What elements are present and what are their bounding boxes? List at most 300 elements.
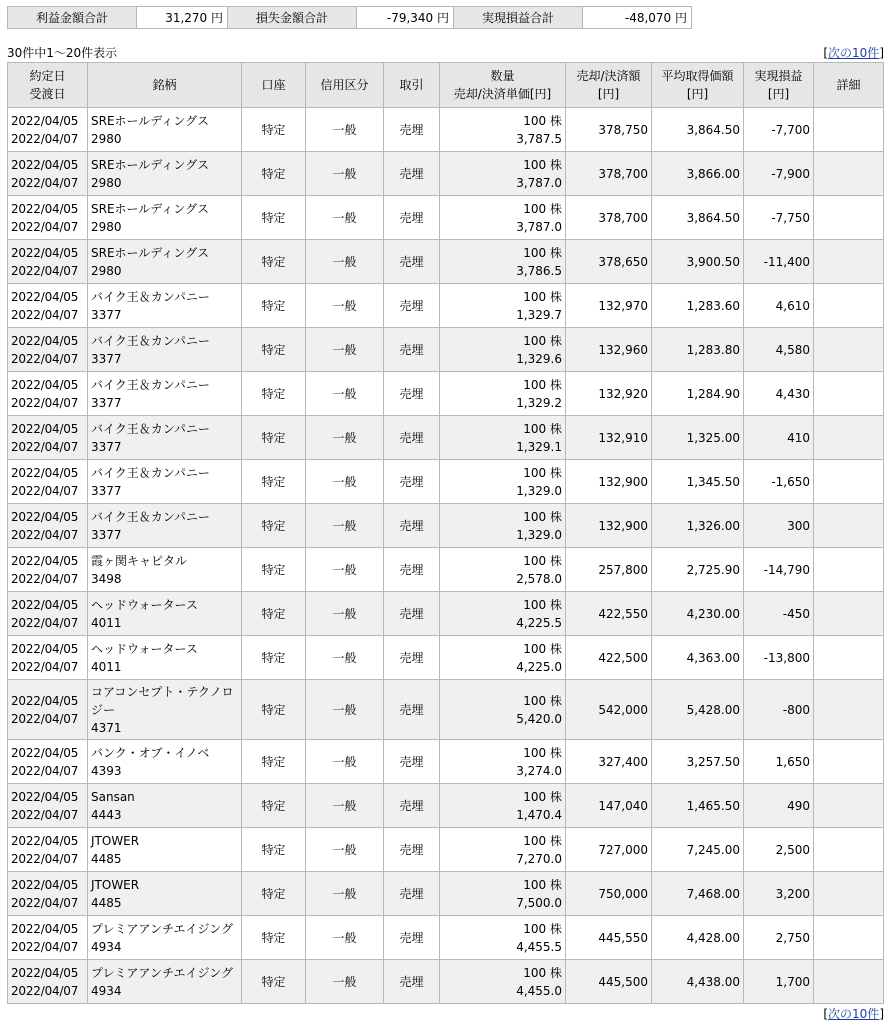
pl-cell: 4,580 xyxy=(744,328,814,372)
summary-table xyxy=(7,6,692,29)
trade-dates xyxy=(8,636,88,680)
qty-cell xyxy=(440,108,566,152)
next-page-link-bottom[interactable]: 次の10件 xyxy=(828,1007,880,1021)
pl-cell: -800 xyxy=(744,680,814,740)
detail-cell xyxy=(814,416,884,460)
quantity: 100 株 xyxy=(523,745,562,760)
quantity: 100 株 xyxy=(523,113,562,128)
stock-code: 4371 xyxy=(91,720,122,735)
detail-cell xyxy=(814,960,884,1004)
trade-date: 2022/04/05 xyxy=(11,333,79,348)
unit-price: 1,329.6 xyxy=(516,351,562,366)
table-row xyxy=(8,284,884,328)
unit-price: 2,578.0 xyxy=(516,571,562,586)
pl-cell: -7,750 xyxy=(744,196,814,240)
next-page-top: [次の10件] xyxy=(823,46,884,60)
stock-cell xyxy=(88,240,242,284)
quantity: 100 株 xyxy=(523,201,562,216)
realized-total-value: -48,070 円 xyxy=(583,7,692,29)
table-row xyxy=(8,592,884,636)
trade-dates xyxy=(8,240,88,284)
avgcost-cell: 1,326.00 xyxy=(652,504,744,548)
amount-cell: 750,000 xyxy=(566,872,652,916)
stock-code: 4443 xyxy=(91,807,122,822)
amount-cell: 422,550 xyxy=(566,592,652,636)
pl-cell: 4,610 xyxy=(744,284,814,328)
trade-dates xyxy=(8,548,88,592)
stock-cell xyxy=(88,916,242,960)
settle-date: 2022/04/07 xyxy=(11,807,79,822)
trade-dates xyxy=(8,680,88,740)
pl-cell: 410 xyxy=(744,416,814,460)
detail-cell xyxy=(814,372,884,416)
avgcost-cell: 1,345.50 xyxy=(652,460,744,504)
trade-dates xyxy=(8,108,88,152)
quantity: 100 株 xyxy=(523,157,562,172)
detail-cell xyxy=(814,636,884,680)
avgcost-cell: 4,230.00 xyxy=(652,592,744,636)
detail-cell xyxy=(814,284,884,328)
credit-cell: 一般 xyxy=(306,636,384,680)
pl-cell: 1,700 xyxy=(744,960,814,1004)
header-avgcost: 平均取得価額 [円] xyxy=(652,63,744,108)
trade-date: 2022/04/05 xyxy=(11,245,79,260)
credit-cell: 一般 xyxy=(306,872,384,916)
stock-name: SREホールディングス xyxy=(91,201,209,216)
table-row xyxy=(8,828,884,872)
quantity: 100 株 xyxy=(523,789,562,804)
trade-dates xyxy=(8,152,88,196)
unit-price: 1,329.2 xyxy=(516,395,562,410)
trade-date: 2022/04/05 xyxy=(11,377,79,392)
settle-date: 2022/04/07 xyxy=(11,483,79,498)
stock-cell xyxy=(88,636,242,680)
stock-cell xyxy=(88,328,242,372)
table-row xyxy=(8,416,884,460)
avgcost-cell: 3,864.50 xyxy=(652,108,744,152)
credit-cell: 一般 xyxy=(306,784,384,828)
unit-price: 1,329.0 xyxy=(516,483,562,498)
stock-code: 4934 xyxy=(91,983,122,998)
trade-dates xyxy=(8,460,88,504)
settle-date: 2022/04/07 xyxy=(11,615,79,630)
loss-total-value: -79,340 円 xyxy=(357,7,454,29)
qty-cell xyxy=(440,784,566,828)
detail-cell xyxy=(814,108,884,152)
pl-cell: 1,650 xyxy=(744,740,814,784)
table-row xyxy=(8,196,884,240)
table-row xyxy=(8,108,884,152)
trade-cell: 売埋 xyxy=(384,460,440,504)
quantity: 100 株 xyxy=(523,877,562,892)
avgcost-cell: 7,468.00 xyxy=(652,872,744,916)
header-date: 約定日 受渡日 xyxy=(8,63,88,108)
avgcost-cell: 3,866.00 xyxy=(652,152,744,196)
stock-name: ヘッドウォータース xyxy=(91,597,198,612)
header-pl: 実現損益 [円] xyxy=(744,63,814,108)
account-cell: 特定 xyxy=(242,504,306,548)
unit-price: 1,329.0 xyxy=(516,527,562,542)
table-row xyxy=(8,872,884,916)
table-row xyxy=(8,916,884,960)
loss-total-label: 損失金額合計 xyxy=(228,7,357,29)
credit-cell: 一般 xyxy=(306,548,384,592)
credit-cell: 一般 xyxy=(306,152,384,196)
realized-total-label: 実現損益合計 xyxy=(454,7,583,29)
account-cell: 特定 xyxy=(242,196,306,240)
trade-cell: 売埋 xyxy=(384,504,440,548)
qty-cell xyxy=(440,960,566,1004)
account-cell: 特定 xyxy=(242,328,306,372)
credit-cell: 一般 xyxy=(306,916,384,960)
trade-date: 2022/04/05 xyxy=(11,113,79,128)
detail-cell xyxy=(814,460,884,504)
detail-cell xyxy=(814,592,884,636)
account-cell: 特定 xyxy=(242,960,306,1004)
trade-date: 2022/04/05 xyxy=(11,921,79,936)
avgcost-cell: 1,325.00 xyxy=(652,416,744,460)
trade-date: 2022/04/05 xyxy=(11,157,79,172)
next-page-link-top[interactable]: 次の10件 xyxy=(828,46,880,60)
stock-name: バイク王＆カンパニー xyxy=(91,509,210,524)
detail-cell xyxy=(814,328,884,372)
qty-cell xyxy=(440,680,566,740)
unit-price: 3,787.5 xyxy=(516,131,562,146)
stock-cell xyxy=(88,592,242,636)
stock-code: 3377 xyxy=(91,351,122,366)
settle-date: 2022/04/07 xyxy=(11,763,79,778)
qty-cell xyxy=(440,872,566,916)
account-cell: 特定 xyxy=(242,828,306,872)
detail-cell xyxy=(814,548,884,592)
quantity: 100 株 xyxy=(523,921,562,936)
trade-cell: 売埋 xyxy=(384,680,440,740)
settle-date: 2022/04/07 xyxy=(11,895,79,910)
settle-date: 2022/04/07 xyxy=(11,711,79,726)
qty-cell xyxy=(440,372,566,416)
unit-price: 3,787.0 xyxy=(516,175,562,190)
amount-cell: 257,800 xyxy=(566,548,652,592)
trade-date: 2022/04/05 xyxy=(11,553,79,568)
settle-date: 2022/04/07 xyxy=(11,851,79,866)
account-cell: 特定 xyxy=(242,108,306,152)
stock-code: 3377 xyxy=(91,439,122,454)
quantity: 100 株 xyxy=(523,333,562,348)
trade-date: 2022/04/05 xyxy=(11,789,79,804)
trade-date: 2022/04/05 xyxy=(11,965,79,980)
qty-cell xyxy=(440,740,566,784)
settle-date: 2022/04/07 xyxy=(11,307,79,322)
stock-code: 4393 xyxy=(91,763,122,778)
amount-cell: 542,000 xyxy=(566,680,652,740)
trade-date: 2022/04/05 xyxy=(11,833,79,848)
quantity: 100 株 xyxy=(523,693,562,708)
trade-dates xyxy=(8,872,88,916)
account-cell: 特定 xyxy=(242,460,306,504)
quantity: 100 株 xyxy=(523,641,562,656)
settle-date: 2022/04/07 xyxy=(11,983,79,998)
stock-cell xyxy=(88,740,242,784)
header-name: 銘柄 xyxy=(88,63,242,108)
avgcost-cell: 4,428.00 xyxy=(652,916,744,960)
pl-cell: -450 xyxy=(744,592,814,636)
stock-name: SREホールディングス xyxy=(91,245,209,260)
qty-cell xyxy=(440,284,566,328)
quantity: 100 株 xyxy=(523,421,562,436)
trade-date: 2022/04/05 xyxy=(11,877,79,892)
credit-cell: 一般 xyxy=(306,592,384,636)
amount-cell: 727,000 xyxy=(566,828,652,872)
account-cell: 特定 xyxy=(242,680,306,740)
trade-cell: 売埋 xyxy=(384,916,440,960)
trade-date: 2022/04/05 xyxy=(11,745,79,760)
account-cell: 特定 xyxy=(242,916,306,960)
unit-price: 1,329.1 xyxy=(516,439,562,454)
trade-dates xyxy=(8,416,88,460)
account-cell: 特定 xyxy=(242,372,306,416)
qty-cell xyxy=(440,240,566,284)
detail-cell xyxy=(814,740,884,784)
settle-date: 2022/04/07 xyxy=(11,439,79,454)
credit-cell: 一般 xyxy=(306,240,384,284)
quantity: 100 株 xyxy=(523,833,562,848)
settle-date: 2022/04/07 xyxy=(11,131,79,146)
amount-cell: 147,040 xyxy=(566,784,652,828)
stock-name: バイク王＆カンパニー xyxy=(91,377,210,392)
stock-cell xyxy=(88,960,242,1004)
settle-date: 2022/04/07 xyxy=(11,263,79,278)
stock-cell xyxy=(88,372,242,416)
account-cell: 特定 xyxy=(242,416,306,460)
trade-cell: 売埋 xyxy=(384,592,440,636)
settle-date: 2022/04/07 xyxy=(11,659,79,674)
credit-cell: 一般 xyxy=(306,196,384,240)
trade-dates xyxy=(8,740,88,784)
next-page-bottom: [次の10件] xyxy=(823,1007,884,1021)
settle-date: 2022/04/07 xyxy=(11,571,79,586)
amount-cell: 422,500 xyxy=(566,636,652,680)
stock-cell xyxy=(88,504,242,548)
trade-cell: 売埋 xyxy=(384,872,440,916)
unit-price: 4,225.0 xyxy=(516,659,562,674)
pl-cell: 4,430 xyxy=(744,372,814,416)
quantity: 100 株 xyxy=(523,465,562,480)
trade-dates xyxy=(8,916,88,960)
credit-cell: 一般 xyxy=(306,460,384,504)
header-trade: 取引 xyxy=(384,63,440,108)
credit-cell: 一般 xyxy=(306,108,384,152)
avgcost-cell: 1,284.90 xyxy=(652,372,744,416)
qty-cell xyxy=(440,592,566,636)
account-cell: 特定 xyxy=(242,240,306,284)
quantity: 100 株 xyxy=(523,289,562,304)
profit-total-label: 利益金額合計 xyxy=(8,7,137,29)
table-row xyxy=(8,240,884,284)
stock-cell xyxy=(88,828,242,872)
table-row xyxy=(8,152,884,196)
trade-dates xyxy=(8,592,88,636)
stock-code: 2980 xyxy=(91,175,122,190)
trade-cell: 売埋 xyxy=(384,328,440,372)
pl-cell: 300 xyxy=(744,504,814,548)
avgcost-cell: 3,864.50 xyxy=(652,196,744,240)
pl-cell: 490 xyxy=(744,784,814,828)
header-amount: 売却/決済額 [円] xyxy=(566,63,652,108)
stock-code: 2980 xyxy=(91,263,122,278)
trade-date: 2022/04/05 xyxy=(11,597,79,612)
pl-cell: 3,200 xyxy=(744,872,814,916)
table-row xyxy=(8,680,884,740)
trade-dates xyxy=(8,784,88,828)
table-row xyxy=(8,636,884,680)
stock-name: JTOWER xyxy=(91,877,140,892)
unit-price: 4,455.0 xyxy=(516,983,562,998)
trade-date: 2022/04/05 xyxy=(11,465,79,480)
header-qty: 数量 売却/決済単価[円] xyxy=(440,63,566,108)
trade-cell: 売埋 xyxy=(384,636,440,680)
stock-cell xyxy=(88,460,242,504)
unit-price: 4,455.5 xyxy=(516,939,562,954)
header-credit: 信用区分 xyxy=(306,63,384,108)
stock-cell xyxy=(88,196,242,240)
quantity: 100 株 xyxy=(523,245,562,260)
trade-cell: 売埋 xyxy=(384,240,440,284)
trade-cell: 売埋 xyxy=(384,108,440,152)
trade-cell: 売埋 xyxy=(384,548,440,592)
stock-code: 3377 xyxy=(91,307,122,322)
credit-cell: 一般 xyxy=(306,284,384,328)
amount-cell: 132,900 xyxy=(566,504,652,548)
stock-code: 4011 xyxy=(91,615,122,630)
amount-cell: 327,400 xyxy=(566,740,652,784)
avgcost-cell: 7,245.00 xyxy=(652,828,744,872)
stock-name: プレミアアンチエイジング xyxy=(91,921,234,936)
stock-code: 3377 xyxy=(91,483,122,498)
trade-date: 2022/04/05 xyxy=(11,693,79,708)
trade-cell: 売埋 xyxy=(384,784,440,828)
stock-name: ヘッドウォータース xyxy=(91,641,198,656)
pl-cell: 2,750 xyxy=(744,916,814,960)
qty-cell xyxy=(440,504,566,548)
unit-price: 7,500.0 xyxy=(516,895,562,910)
credit-cell: 一般 xyxy=(306,828,384,872)
stock-cell xyxy=(88,152,242,196)
stock-code: 3377 xyxy=(91,527,122,542)
account-cell: 特定 xyxy=(242,152,306,196)
unit-price: 1,470.4 xyxy=(516,807,562,822)
avgcost-cell: 4,438.00 xyxy=(652,960,744,1004)
unit-price: 5,420.0 xyxy=(516,711,562,726)
avgcost-cell: 1,465.50 xyxy=(652,784,744,828)
stock-name: プレミアアンチエイジング xyxy=(91,965,234,980)
avgcost-cell: 3,257.50 xyxy=(652,740,744,784)
pl-cell: -7,700 xyxy=(744,108,814,152)
amount-cell: 132,920 xyxy=(566,372,652,416)
stock-name: Sansan xyxy=(91,789,135,804)
unit-price: 3,787.0 xyxy=(516,219,562,234)
credit-cell: 一般 xyxy=(306,328,384,372)
detail-cell xyxy=(814,916,884,960)
amount-cell: 378,750 xyxy=(566,108,652,152)
pl-cell: -1,650 xyxy=(744,460,814,504)
stock-code: 4485 xyxy=(91,851,122,866)
quantity: 100 株 xyxy=(523,553,562,568)
amount-cell: 132,910 xyxy=(566,416,652,460)
trade-cell: 売埋 xyxy=(384,284,440,328)
table-row xyxy=(8,960,884,1004)
amount-cell: 445,500 xyxy=(566,960,652,1004)
detail-cell xyxy=(814,152,884,196)
qty-cell xyxy=(440,828,566,872)
credit-cell: 一般 xyxy=(306,416,384,460)
account-cell: 特定 xyxy=(242,784,306,828)
table-row xyxy=(8,740,884,784)
quantity: 100 株 xyxy=(523,597,562,612)
table-row xyxy=(8,784,884,828)
account-cell: 特定 xyxy=(242,872,306,916)
pl-cell: -11,400 xyxy=(744,240,814,284)
stock-name: コアコンセプト・テクノロジー xyxy=(91,684,234,717)
stock-code: 4485 xyxy=(91,895,122,910)
header-detail: 詳細 xyxy=(814,63,884,108)
header-account: 口座 xyxy=(242,63,306,108)
qty-cell xyxy=(440,460,566,504)
amount-cell: 378,700 xyxy=(566,152,652,196)
stock-code: 4934 xyxy=(91,939,122,954)
avgcost-cell: 4,363.00 xyxy=(652,636,744,680)
trade-date: 2022/04/05 xyxy=(11,641,79,656)
trade-dates xyxy=(8,960,88,1004)
qty-cell xyxy=(440,916,566,960)
stock-cell xyxy=(88,548,242,592)
quantity: 100 株 xyxy=(523,377,562,392)
credit-cell: 一般 xyxy=(306,372,384,416)
avgcost-cell: 2,725.90 xyxy=(652,548,744,592)
pl-cell: -14,790 xyxy=(744,548,814,592)
account-cell: 特定 xyxy=(242,284,306,328)
table-row xyxy=(8,460,884,504)
unit-price: 7,270.0 xyxy=(516,851,562,866)
trade-date: 2022/04/05 xyxy=(11,201,79,216)
avgcost-cell: 3,900.50 xyxy=(652,240,744,284)
stock-cell xyxy=(88,680,242,740)
amount-cell: 378,650 xyxy=(566,240,652,284)
pl-cell: -7,900 xyxy=(744,152,814,196)
stock-code: 4011 xyxy=(91,659,122,674)
credit-cell: 一般 xyxy=(306,680,384,740)
trade-cell: 売埋 xyxy=(384,196,440,240)
trade-dates xyxy=(8,328,88,372)
settle-date: 2022/04/07 xyxy=(11,351,79,366)
account-cell: 特定 xyxy=(242,592,306,636)
stock-code: 2980 xyxy=(91,219,122,234)
table-row xyxy=(8,548,884,592)
account-cell: 特定 xyxy=(242,548,306,592)
stock-name: JTOWER xyxy=(91,833,140,848)
credit-cell: 一般 xyxy=(306,504,384,548)
stock-name: バンク・オブ・イノベ xyxy=(91,745,210,760)
stock-code: 3498 xyxy=(91,571,122,586)
table-header-row xyxy=(8,63,884,108)
unit-price: 3,786.5 xyxy=(516,263,562,278)
settle-date: 2022/04/07 xyxy=(11,527,79,542)
qty-cell xyxy=(440,196,566,240)
stock-code: 2980 xyxy=(91,131,122,146)
stock-code: 3377 xyxy=(91,395,122,410)
trade-cell: 売埋 xyxy=(384,416,440,460)
trade-date: 2022/04/05 xyxy=(11,509,79,524)
detail-cell xyxy=(814,504,884,548)
